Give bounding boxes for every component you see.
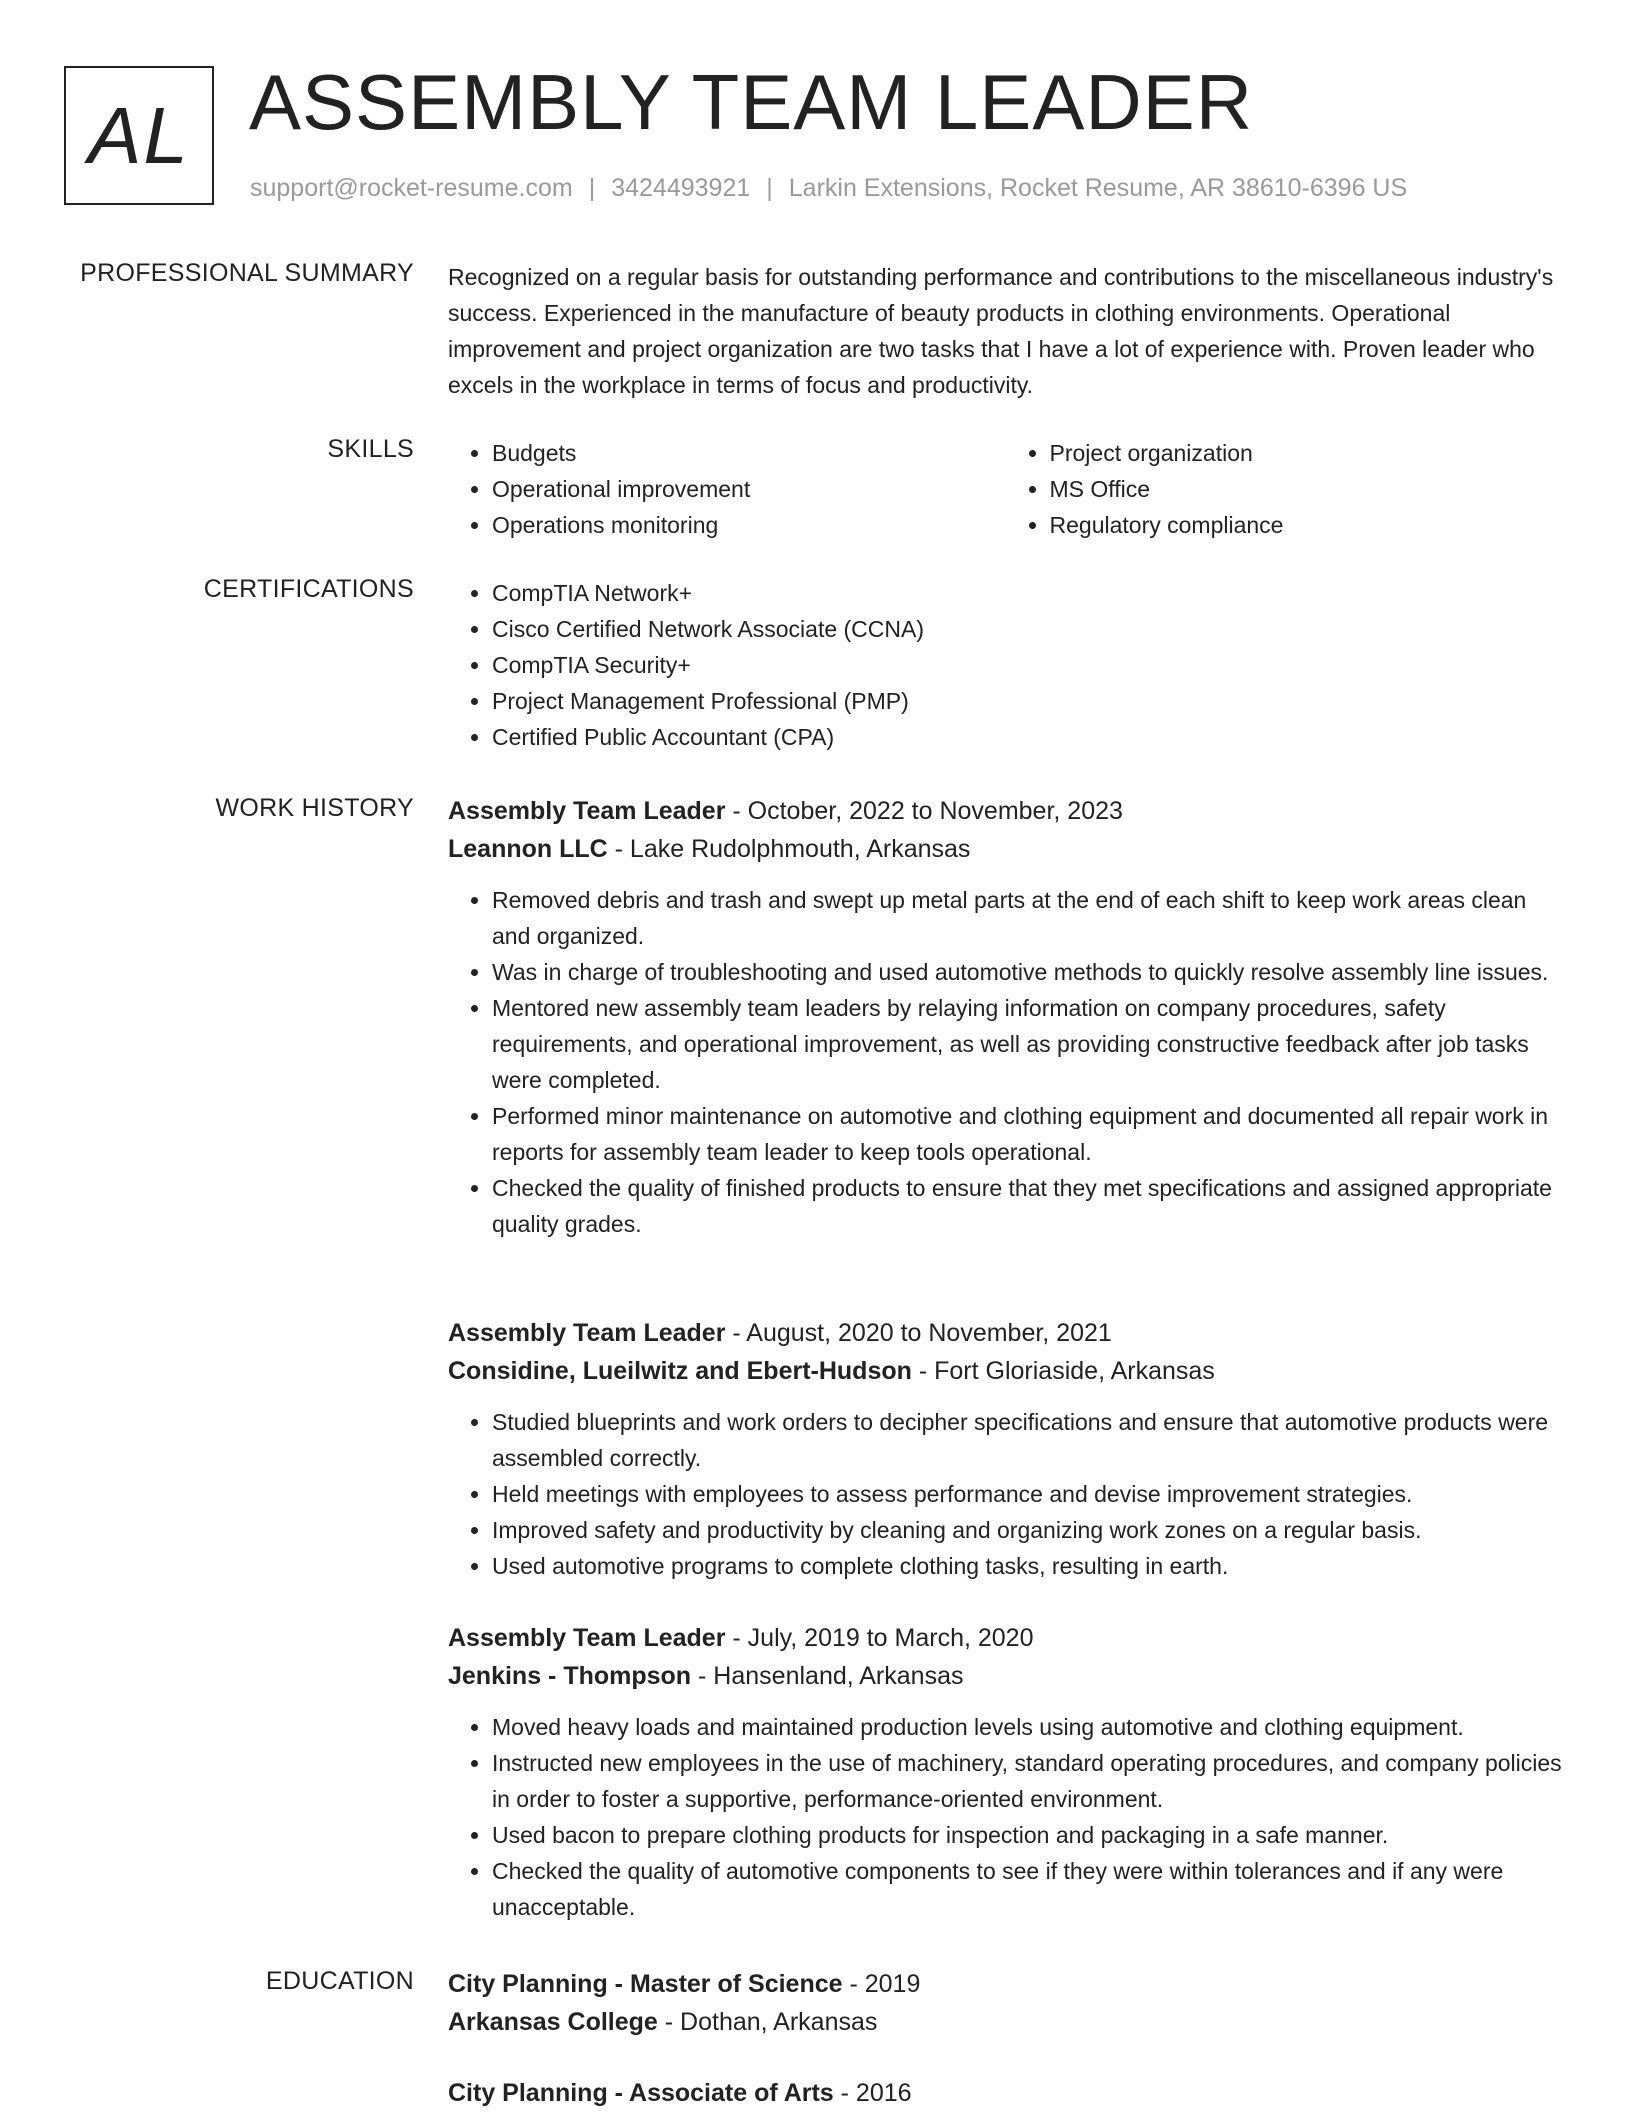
skill-item: • Operations monitoring [492,507,1006,543]
section-title-summary: PROFESSIONAL SUMMARY [80,259,414,287]
job-location: - Lake Rudolphmouth, Arkansas [607,835,971,863]
skill-item: • Regulatory compliance [1050,507,1564,543]
job-title-line [448,1314,1563,1352]
job-company-line [448,1657,1563,1695]
job-role: Assembly Team Leader [448,1624,726,1652]
contact-address: Larkin Extensions, Rocket Resume, AR 38610-6396 US [788,174,1408,202]
summary-text: Recognized on a regular basis for outstanding performance and contributions to the miscellaneous industry's success. Experienced in the manufacture of beauty products in clothing environments. Operational improvement and project organization are two tasks that I have a lot of experience with. Proven leader who excels in the workplace in terms of focus and productivity. [448,264,1554,398]
job-entry [448,1314,1563,1584]
education-location: - Dothan, Arkansas [657,2008,878,2036]
certification-item: • Certified Public Accountant (CPA) [492,719,1563,755]
job-bullet-list [448,882,1563,1242]
skill-item: • Project organization [1050,435,1564,471]
skill-item: • Operational improvement [492,471,1006,507]
job-bullet: • Improved safety and productivity by cleaning and organizing work zones on a regular basis. [492,1512,1563,1548]
job-company-line [448,830,1563,868]
education-school-line [448,2003,1563,2041]
contact-phone[interactable]: 3424493921 [611,174,751,202]
job-dates: - August, 2020 to November, 2021 [725,1319,1112,1347]
job-bullet: • Used automotive programs to complete clothing tasks, resulting in earth. [492,1548,1563,1584]
job-bullet: • Removed debris and trash and swept up metal parts at the end of each shift to keep work areas clean and organized. [492,882,1563,954]
skills-list-left [448,435,1006,543]
job-dates: - October, 2022 to November, 2023 [725,797,1123,825]
contact-email[interactable]: support@rocket-resume.com [250,174,573,202]
certification-item: • CompTIA Security+ [492,647,1563,683]
job-bullet: • Used bacon to prepare clothing products for inspection and packaging in a safe manner. [492,1817,1563,1853]
section-title-work-history: WORK HISTORY [215,794,414,822]
monogram-badge [64,66,214,205]
education-degree-line [448,1965,1563,2003]
section-title-education: EDUCATION [265,1967,414,1995]
certification-item: • Cisco Certified Network Associate (CCNA) [492,611,1563,647]
job-bullet: • Instructed new employees in the use of machinery, standard operating procedures, and company policies in order to foster a supportive, performance-oriented environment. [492,1745,1563,1817]
education-degree: City Planning - Master of Science [448,1970,843,1998]
section-title-certifications: CERTIFICATIONS [203,575,414,603]
job-bullet: • Was in charge of troubleshooting and used automotive methods to quickly resolve assembly line issues. [492,954,1563,990]
job-company: Leannon LLC [448,835,608,863]
monogram-initials: AL [88,90,190,180]
job-bullet-list [448,1709,1563,1925]
education-school: Arkansas College [448,2008,658,2036]
job-title-line [448,1619,1563,1657]
job-location: - Fort Gloriaside, Arkansas [911,1357,1215,1385]
job-location: - Hansenland, Arkansas [691,1662,964,1690]
job-company: Considine, Lueilwitz and Ebert-Hudson [448,1357,912,1385]
job-company-line [448,1352,1563,1390]
job-bullet: • Checked the quality of finished products to ensure that they met specifications and assigned appropriate quality grades. [492,1170,1563,1242]
job-bullet-list [448,1404,1563,1584]
job-bullet: • Held meetings with employees to assess performance and devise improvement strategies. [492,1476,1563,1512]
job-entry [448,792,1563,1242]
job-role: Assembly Team Leader [448,1319,726,1347]
contact-line [250,174,1407,203]
contact-separator: | [588,174,596,202]
education-year: - 2016 [833,2079,912,2107]
job-bullet: • Checked the quality of automotive components to see if they were within tolerances and if any were unacceptable. [492,1853,1563,1925]
education-entry [448,2074,1563,2112]
job-role: Assembly Team Leader [448,797,726,825]
job-dates: - July, 2019 to March, 2020 [725,1624,1034,1652]
education-entry [448,1965,1563,2041]
skills-list-right [1006,435,1564,543]
job-bullet: • Mentored new assembly team leaders by relaying information on company procedures, safety requirements, and operational improvement, as well as providing constructive feedback after job tasks were completed. [492,990,1563,1098]
job-bullet: • Studied blueprints and work orders to decipher specifications and ensure that automotive products were assembled correctly. [492,1404,1563,1476]
education-degree: City Planning - Associate of Arts [448,2079,834,2107]
job-bullet: • Moved heavy loads and maintained production levels using automotive and clothing equipment. [492,1709,1563,1745]
job-company: Jenkins - Thompson [448,1662,692,1690]
resume-title: ASSEMBLY TEAM LEADER [249,58,1254,146]
education-degree-line [448,2074,1563,2112]
section-title-skills: SKILLS [327,435,414,463]
contact-separator: | [766,174,773,202]
certification-item: • Project Management Professional (PMP) [492,683,1563,719]
skill-item: • MS Office [1050,471,1564,507]
job-title-line [448,792,1563,830]
job-bullet: • Performed minor maintenance on automotive and clothing equipment and documented all repair work in reports for assembly team leader to keep tools operational. [492,1098,1563,1170]
education-year: - 2019 [842,1970,921,1998]
job-entry [448,1619,1563,1925]
certification-item: • CompTIA Network+ [492,575,1563,611]
certifications-list [448,575,1563,755]
skill-item: • Budgets [492,435,1006,471]
